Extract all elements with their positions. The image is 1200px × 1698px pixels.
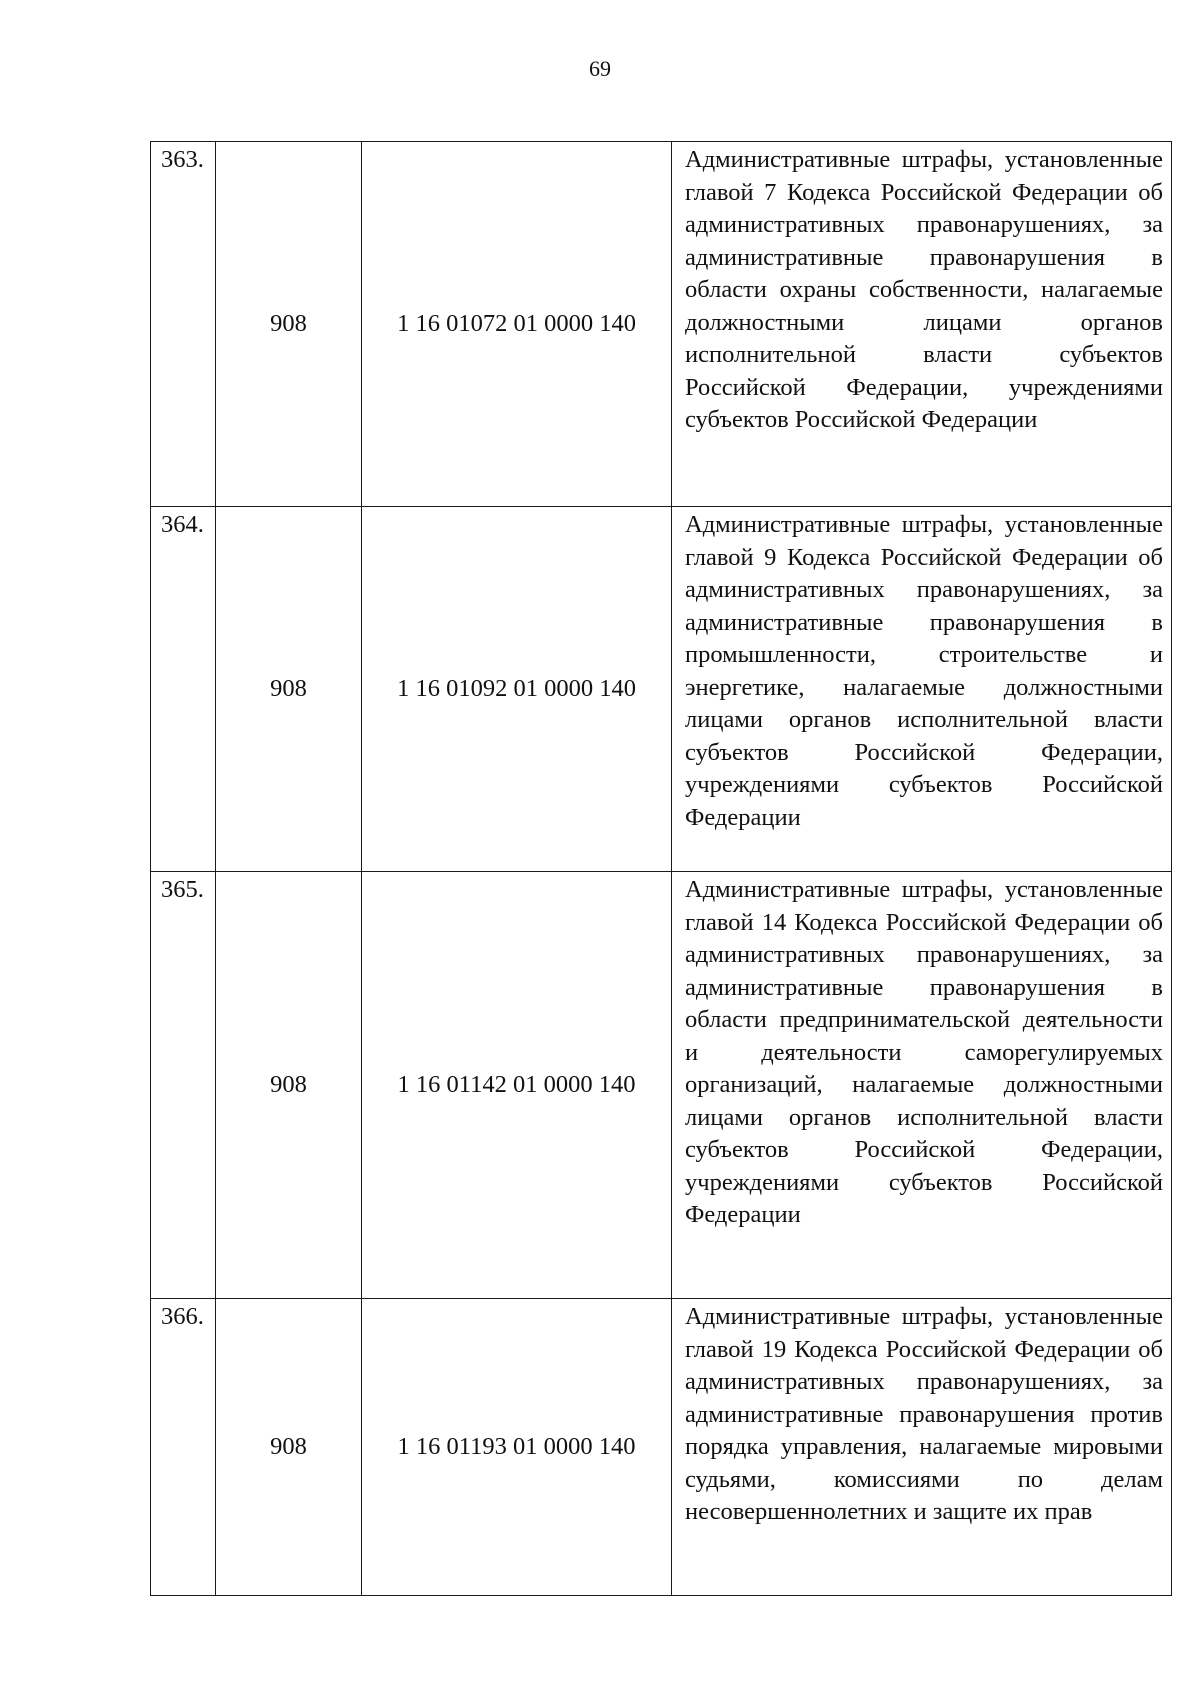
budget-classification-code: 1 16 01092 01 0000 140 (362, 507, 672, 872)
budget-classification-code: 1 16 01142 01 0000 140 (362, 872, 672, 1299)
revenue-description: Административные штрафы, установленные главой 14 Кодекса Российской Федерации об административных правонарушениях, за административные правонарушения в области предпринимательской деятельности и деятельности саморегулируемых организаций, налагаемые должностными лицами органов исполнительной власти субъектов Российской Федерации, учреждениями субъектов Российской Федерации (672, 872, 1172, 1299)
budget-codes-table (150, 141, 1172, 1596)
table-row (151, 142, 1172, 507)
row-number: 363. (151, 142, 216, 507)
administrator-code: 908 (216, 1299, 362, 1596)
revenue-description: Административные штрафы, установленные главой 19 Кодекса Российской Федерации об административных правонарушениях, за административные правонарушения против порядка управления, налагаемые мировыми судьями, комиссиями по делам несовершеннолетних и защите их прав (672, 1299, 1172, 1596)
revenue-description: Административные штрафы, установленные главой 9 Кодекса Российской Федерации об административных правонарушениях, за административные правонарушения в промышленности, строительстве и энергетике, налагаемые должностными лицами органов исполнительной власти субъектов Российской Федерации, учреждениями субъектов Российской Федерации (672, 507, 1172, 872)
revenue-description: Административные штрафы, установленные главой 7 Кодекса Российской Федерации об административных правонарушениях, за административные правонарушения в области охраны собственности, налагаемые должностными лицами органов исполнительной власти субъектов Российской Федерации, учреждениями субъектов Российской Федерации (672, 142, 1172, 507)
budget-classification-code: 1 16 01072 01 0000 140 (362, 142, 672, 507)
administrator-code: 908 (216, 872, 362, 1299)
table-row (151, 1299, 1172, 1596)
row-number: 365. (151, 872, 216, 1299)
administrator-code: 908 (216, 507, 362, 872)
administrator-code: 908 (216, 142, 362, 507)
page-number: 69 (589, 56, 611, 81)
row-number: 364. (151, 507, 216, 872)
table-row (151, 872, 1172, 1299)
table-row (151, 507, 1172, 872)
row-number: 366. (151, 1299, 216, 1596)
budget-classification-code: 1 16 01193 01 0000 140 (362, 1299, 672, 1596)
